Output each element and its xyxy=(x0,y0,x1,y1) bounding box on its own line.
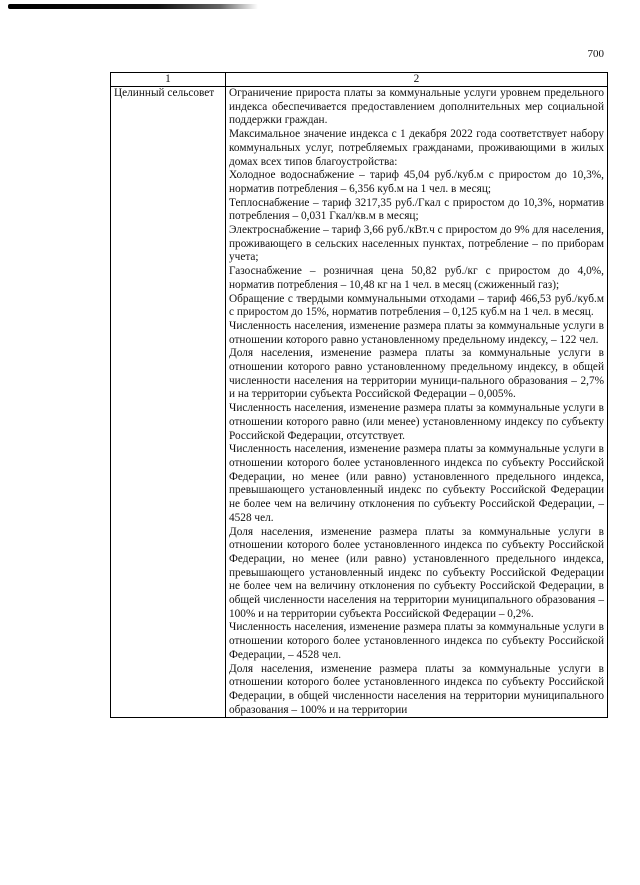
column-header-1: 1 xyxy=(111,73,226,87)
paragraph: Численность населения, изменение размера платы за коммунальные услуги в отношении которого равно установленному предельному индексу, – 122 чел. xyxy=(229,319,604,346)
paragraph: Электроснабжение – тариф 3,66 руб./кВт.ч с приростом до 9% для населения, проживающего в сельских населенных пунктах, потребление – по приборам учета; xyxy=(229,224,604,264)
column-header-2: 2 xyxy=(226,73,608,87)
description-cell xyxy=(226,87,608,718)
page-number: 700 xyxy=(587,48,604,60)
table-header-row xyxy=(111,73,608,87)
paragraph: Доля населения, изменение размера платы за коммунальные услуги в отношении которого более установленного индекса по субъекту Российской Федерации, но менее (или равно) установленного предельного индекса, превышающего установленный индекс по субъекту Российской Федерации не более чем на величину отклонения по субъекту Российской Федерации, в общей численности населения на территории муниципального образования – 100% и на территории субъекта Российской Федерации – 0,2%. xyxy=(229,525,604,620)
municipality-name: Целинный сельсовет xyxy=(114,87,215,99)
paragraph: Теплоснабжение – тариф 3217,35 руб./Гкал с приростом до 10,3%, норматив потребления – 0,031 Гкал/кв.м в месяц; xyxy=(229,196,604,223)
paragraph: Численность населения, изменение размера платы за коммунальные услуги в отношении которого более установленного индекса по субъекту Российской Федерации, – 4528 чел. xyxy=(229,621,604,661)
paragraph: Холодное водоснабжение – тариф 45,04 руб./куб.м с приростом до 10,3%, норматив потребления – 6,356 куб.м на 1 чел. в месяц; xyxy=(229,169,604,195)
paragraph: Численность населения, изменение размера платы за коммунальные услуги в отношении которого равно (или менее) установленному индексу по субъекту Российской Федерации, отсутствует. xyxy=(229,402,604,442)
document-table xyxy=(110,72,608,718)
municipality-cell xyxy=(111,87,226,718)
page-bottom-margin xyxy=(0,812,640,885)
paragraph: Максимальное значение индекса с 1 декабря 2022 года соответствует набору коммунальных услуг, потребляемых гражданами, проживающими в жилых домах всех типов благоустройства: xyxy=(229,128,604,168)
scan-artifact-bar xyxy=(8,4,258,9)
paragraph: Газоснабжение – розничная цена 50,82 руб./кг с приростом до 4,0%, норматив потребления – 10,48 кг на 1 чел. в месяц (сжиженный газ); xyxy=(229,265,604,291)
paragraph: Доля населения, изменение размера платы за коммунальные услуги в отношении которого равно установленному предельному индексу, в общей численности населения на территории муници-пального образования – 2,7% и на территории субъекта Российской Федерации – 0,005%. xyxy=(229,347,604,401)
paragraph: Численность населения, изменение размера платы за коммунальные услуги в отношении которого более установленного индекса по субъекту Российской Федерации, но менее (или равно) установленного предельного индекса, превышающего установленный индекс по субъекту Российской Федерации не более чем на величину отклонения по субъекту Российской Федерации, – 4528 чел. xyxy=(229,443,604,524)
paragraph: Обращение с твердыми коммунальными отходами – тариф 466,53 руб./куб.м с приростом до 15%, норматив потребления – 0,125 куб.м на 1 чел. в месяц. xyxy=(229,292,604,319)
paragraph: Доля населения, изменение размера платы за коммунальные услуги в отношении которого более установленного индекса по субъекту Российской Федерации, в общей численности населения на территории муниципального образования – 100% и на территории xyxy=(229,662,604,716)
table-row xyxy=(111,87,608,718)
paragraph: Ограничение прироста платы за коммунальные услуги уровнем предельного индекса обеспечивается предоставлением дополнительных мер социальной поддержки граждан. xyxy=(229,87,604,127)
